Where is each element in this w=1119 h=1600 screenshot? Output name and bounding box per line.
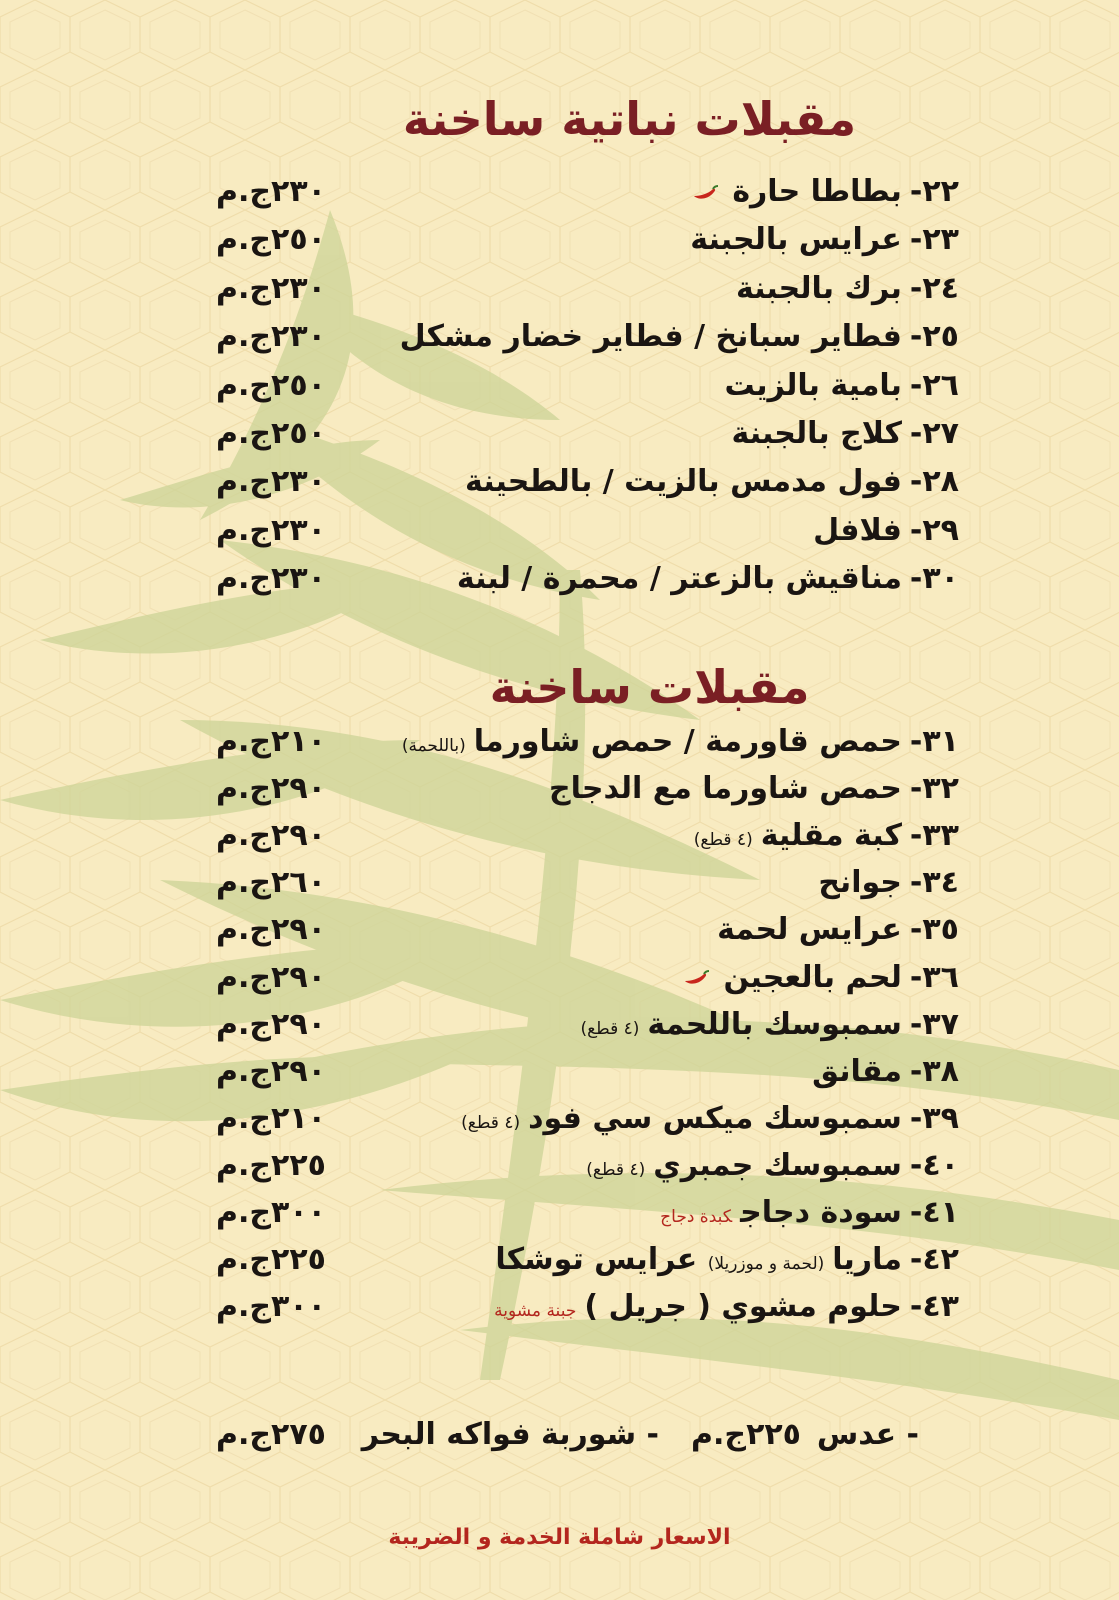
soup-seafood-price: ٢٧٥ج.م <box>216 1417 326 1452</box>
menu-item-price: ٢١٠ج.م <box>216 724 326 759</box>
menu-item-price: ٢٩٠ج.م <box>216 912 326 948</box>
menu-item-name <box>660 1189 959 1237</box>
menu-item-name <box>690 168 959 216</box>
menu-item-title: فول مدمس بالزيت / بالطحينة <box>465 464 902 500</box>
menu-item-row <box>0 1189 1119 1237</box>
menu-item-row <box>0 1236 1119 1284</box>
menu-item-row <box>0 216 1119 264</box>
menu-item-row <box>0 718 1119 766</box>
menu-item-name <box>724 362 959 410</box>
menu-item-price: ٣٠٠ج.م <box>216 1289 326 1325</box>
menu-item-title: سمبوسك باللحمة <box>647 1006 902 1042</box>
menu-item-row <box>0 1001 1119 1049</box>
menu-item-price: ٢٩٠ج.م <box>216 1006 326 1042</box>
menu-item-price: ٢٩٠ج.م <box>216 771 326 807</box>
menu-item-title: ماريا <box>832 1242 902 1278</box>
menu-item-number: ٢٣- <box>909 222 959 258</box>
menu-item-price: ٣٠٠ج.م <box>216 1195 326 1230</box>
menu-item-title: حلوم مشوي ( جريل ) <box>584 1289 902 1325</box>
menu-item-title: لحم بالعجين <box>723 959 902 995</box>
menu-item-number: ٢٢- <box>909 174 959 209</box>
menu-item-note-red: كبدة دجاج <box>660 1207 733 1227</box>
menu-item-title: مناقيش بالزعتر / محمرة / لبنة <box>456 561 902 597</box>
menu-item-price: ٢٩٠ج.م <box>216 818 326 854</box>
soup-row <box>0 1410 1119 1460</box>
menu-item-row <box>0 168 1119 216</box>
menu-item-note: (لحمة و موزريلا) <box>707 1254 825 1275</box>
menu-item-title: عرايس بالجبنة <box>690 222 902 258</box>
menu-item-number: ٣٥- <box>909 912 959 948</box>
menu-item-note: (٤ قطع) <box>580 1018 640 1039</box>
menu-item-row <box>0 458 1119 506</box>
menu-item-number: ٣٤- <box>909 865 959 901</box>
menu-item-note: (٤ قطع) <box>693 830 753 851</box>
menu-item-number: ٣٠- <box>909 561 959 597</box>
menu-item-number: ٣٩- <box>909 1100 959 1136</box>
menu-item-name <box>586 1142 959 1190</box>
menu-item-row <box>0 1095 1119 1143</box>
menu-item-row <box>0 1283 1119 1331</box>
menu-item-name <box>402 718 959 766</box>
menu-item-price: ٢٣٠ج.م <box>216 319 326 355</box>
menu-item-number: ٢٦- <box>909 367 959 403</box>
menu-item-price: ٢٦٠ج.م <box>216 865 326 901</box>
menu-item-title: سمبوسك جمبري <box>653 1147 902 1183</box>
menu-item-title: كبة مقلية <box>760 818 902 854</box>
menu-item-name <box>818 859 959 907</box>
menu-item-price: ٢٣٠ج.م <box>216 512 326 548</box>
menu-item-title: بامية بالزيت <box>724 367 902 403</box>
menu-item-note: (٤ قطع) <box>461 1112 521 1133</box>
menu-item-row <box>0 362 1119 410</box>
menu-item-name <box>717 906 959 954</box>
menu-item-title: جوانح <box>818 865 902 901</box>
menu-item-name <box>549 765 959 813</box>
menu-item-row <box>0 1048 1119 1096</box>
menu-item-price: ٢٣٠ج.م <box>216 270 326 306</box>
menu-item-row <box>0 265 1119 313</box>
chili-pepper-icon <box>681 969 711 987</box>
menu-item-number: ٣٣- <box>909 818 959 854</box>
menu-item-name <box>694 812 959 860</box>
menu-item-title: حمص شاورما مع الدجاج <box>548 771 902 807</box>
menu-item-title: فطاير سبانخ / فطاير خضار مشكل <box>399 319 902 355</box>
menu-item-name <box>465 458 959 506</box>
menu-item-number: ٣٨- <box>909 1053 959 1089</box>
menu-item-title: برك بالجبنة <box>735 270 902 306</box>
menu-item-number: ٤٣- <box>909 1289 959 1325</box>
menu-item-price: ٢٥٠ج.م <box>216 367 326 403</box>
menu-item-title: حمص قاورمة / حمص شاورما <box>473 724 902 759</box>
soup-lentil-name: - عدس <box>816 1417 919 1452</box>
menu-item-name <box>681 954 959 1002</box>
price-note-footer: الاسعار شاملة الخدمة و الضريبة <box>388 1525 731 1550</box>
menu-item-note-red: جبنة مشوية <box>494 1301 577 1322</box>
menu-item-row <box>0 906 1119 954</box>
menu-item-row <box>0 812 1119 860</box>
menu-item-name <box>457 555 959 603</box>
menu-item-number: ٤٠- <box>909 1147 959 1183</box>
section-title-hot-appetizers: مقبلات ساخنة <box>489 660 810 714</box>
menu-item-name <box>400 313 959 361</box>
menu-item-row <box>0 313 1119 361</box>
menu-item-number: ٣٢- <box>909 771 959 807</box>
menu-item-name <box>495 1236 959 1284</box>
menu-item-price: ٢٩٠ج.م <box>216 959 326 995</box>
soup-seafood-name: - شوربة فواكه البحر <box>361 1417 659 1452</box>
menu-item-name <box>494 1283 959 1331</box>
menu-item-price: ٢٥٠ج.م <box>216 222 326 258</box>
menu-item-note: (٤ قطع) <box>586 1159 646 1180</box>
menu-item-number: ٣١- <box>909 724 959 759</box>
menu-item-number: ٤١- <box>909 1195 959 1230</box>
menu-item-title: سودة دجاج <box>740 1195 902 1230</box>
menu-item-number: ٢٨- <box>909 464 959 500</box>
menu-item-row <box>0 765 1119 813</box>
menu-item-title: مقانق <box>812 1053 902 1089</box>
menu-item-price: ٢٩٠ج.م <box>216 1053 326 1089</box>
menu-item-title-extra: عرايس توشكا <box>495 1242 698 1278</box>
menu-item-row <box>0 555 1119 603</box>
menu-item-title: فلافل <box>813 512 902 548</box>
menu-item-name <box>736 265 959 313</box>
menu-item-note: (باللحمة) <box>401 736 466 756</box>
menu-item-row <box>0 507 1119 555</box>
menu-item-title: سمبوسك ميكس سي فود <box>528 1100 902 1136</box>
menu-item-name <box>580 1001 959 1049</box>
menu-item-number: ٢٧- <box>909 416 959 451</box>
menu-item-price: ٢٢٥ج.م <box>216 1242 326 1278</box>
menu-item-row <box>0 859 1119 907</box>
menu-item-row <box>0 1142 1119 1190</box>
menu-item-price: ٢٥٠ج.م <box>216 416 326 451</box>
menu-item-name <box>732 410 959 458</box>
menu-item-name <box>690 216 959 264</box>
menu-item-price: ٢٢٥ج.م <box>216 1147 326 1183</box>
menu-item-price: ٢١٠ج.م <box>216 1100 326 1136</box>
menu-item-name <box>812 1048 959 1096</box>
section-title-vegetarian-hot: مقبلات نباتية ساخنة <box>402 92 857 146</box>
menu-item-price: ٢٣٠ج.م <box>216 174 326 209</box>
menu-item-price: ٢٣٠ج.م <box>216 464 326 500</box>
menu-item-name <box>813 507 959 555</box>
menu-item-price: ٢٣٠ج.م <box>216 561 326 597</box>
menu-item-number: ٢٥- <box>909 319 959 355</box>
menu-item-number: ٢٤- <box>909 270 959 306</box>
menu-item-number: ٤٢- <box>909 1242 959 1278</box>
menu-item-row <box>0 410 1119 458</box>
menu-item-title: عرايس لحمة <box>717 912 902 948</box>
menu-item-title: كلاج بالجبنة <box>731 416 902 451</box>
chili-pepper-icon <box>690 184 720 202</box>
soup-lentil-price: ٢٢٥ج.م <box>691 1417 801 1452</box>
menu-item-number: ٢٩- <box>909 512 959 548</box>
menu-item-row <box>0 954 1119 1002</box>
menu-item-number: ٣٧- <box>909 1006 959 1042</box>
menu-item-name <box>461 1095 959 1143</box>
menu-item-title: بطاطا حارة <box>732 174 902 209</box>
menu-item-number: ٣٦- <box>909 959 959 995</box>
